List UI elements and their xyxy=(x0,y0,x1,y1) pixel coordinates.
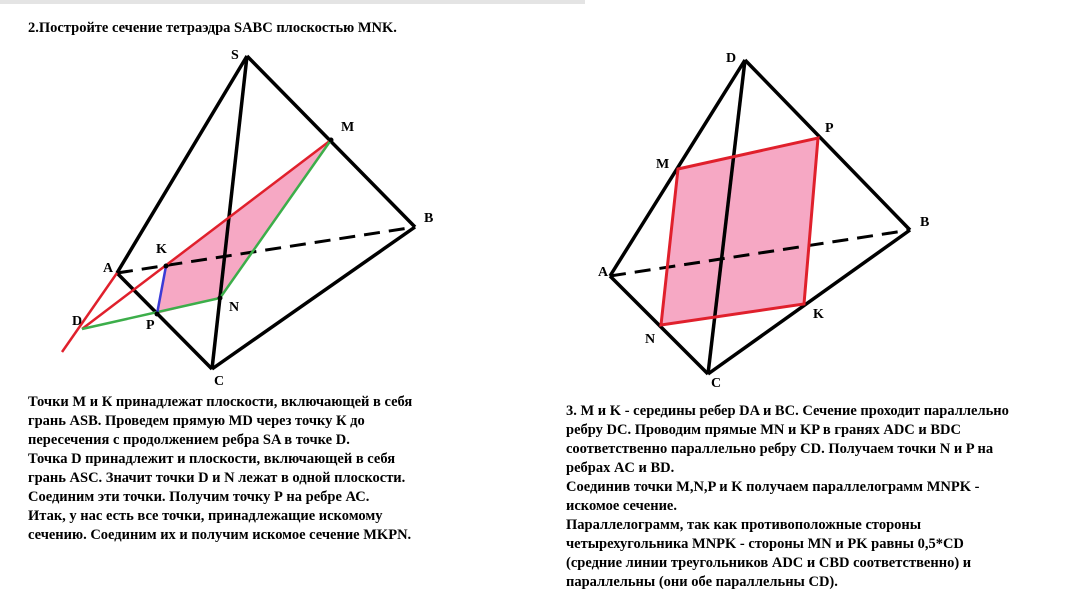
line-sa-extension xyxy=(62,273,117,352)
explanation-line: параллельны (они обе параллельны CD). xyxy=(566,574,838,590)
label-d: D xyxy=(726,51,737,66)
explanation-line: пересечения с продолжением ребра SA в точке D. xyxy=(28,432,350,448)
explanation-line: ребру DC. Проводим прямые MN и KP в гранях ADC и BDC xyxy=(566,422,961,438)
explanation-line: грань ASB. Проведем прямую MD через точку К до xyxy=(28,413,365,429)
explanation-line: Точки М и К принадлежат плоскости, включающей в себя xyxy=(28,394,413,410)
explanation-line: Точка D принадлежит и плоскости, включающей в себя xyxy=(28,451,396,467)
point-k xyxy=(164,264,169,269)
label-a: A xyxy=(103,261,114,276)
section-mkpn xyxy=(157,140,331,314)
explanation-line: Параллелограмм, так как противоположные стороны xyxy=(566,517,922,533)
explanation-line: соответственно параллельно ребру CD. Получаем точки N и P на xyxy=(566,441,994,457)
label-k: K xyxy=(156,242,167,257)
label-p: P xyxy=(825,121,834,136)
explanation-line: (средние линии треугольников ADC и CBD соответственно) и xyxy=(566,555,972,571)
task2-explanation xyxy=(28,393,412,545)
point-n xyxy=(218,296,223,301)
label-s: S xyxy=(231,48,239,63)
label-m: M xyxy=(341,120,355,135)
explanation-line: ребрах AC и BD. xyxy=(566,460,675,476)
explanation-line: Соединим эти точки. Получим точку Р на ребре АС. xyxy=(28,489,370,505)
label-d: D xyxy=(72,314,83,329)
label-p: P xyxy=(146,318,155,333)
point-m xyxy=(329,138,334,143)
tetrahedron-sabc xyxy=(62,48,433,389)
explanation-line: Соединив точки M,N,P и K получаем параллелограмм MNPK - xyxy=(566,479,980,495)
label-b: B xyxy=(920,215,930,230)
explanation-line: грань ASC. Значит точки D и N лежат в одной плоскости. xyxy=(28,470,406,486)
label-n: N xyxy=(645,332,656,347)
label-m: M xyxy=(656,157,670,172)
explanation-line: четырехугольника MNPK - стороны MN и PK равны 0,5*CD xyxy=(566,536,964,552)
label-c: C xyxy=(214,374,225,389)
label-a: A xyxy=(598,265,609,280)
explanation-line: Итак, у нас есть все точки, принадлежащие искомому xyxy=(28,508,383,524)
label-n: N xyxy=(229,300,240,315)
task2-title: 2.Постройте сечение тетраэдра SABC плоскостью MNK. xyxy=(28,20,397,36)
point-p xyxy=(155,312,160,317)
label-k: K xyxy=(813,307,824,322)
task3-explanation xyxy=(566,402,1009,592)
label-c: C xyxy=(711,376,722,391)
tetrahedron-dabc xyxy=(598,51,929,391)
explanation-line: 3. M и K - середины ребер DA и BC. Сечение проходит параллельно xyxy=(566,403,1009,419)
explanation-line: сечению. Соединим их и получим искомое сечение MKPN. xyxy=(28,527,412,543)
label-b: B xyxy=(424,211,434,226)
explanation-line: искомое сечение. xyxy=(566,498,677,514)
